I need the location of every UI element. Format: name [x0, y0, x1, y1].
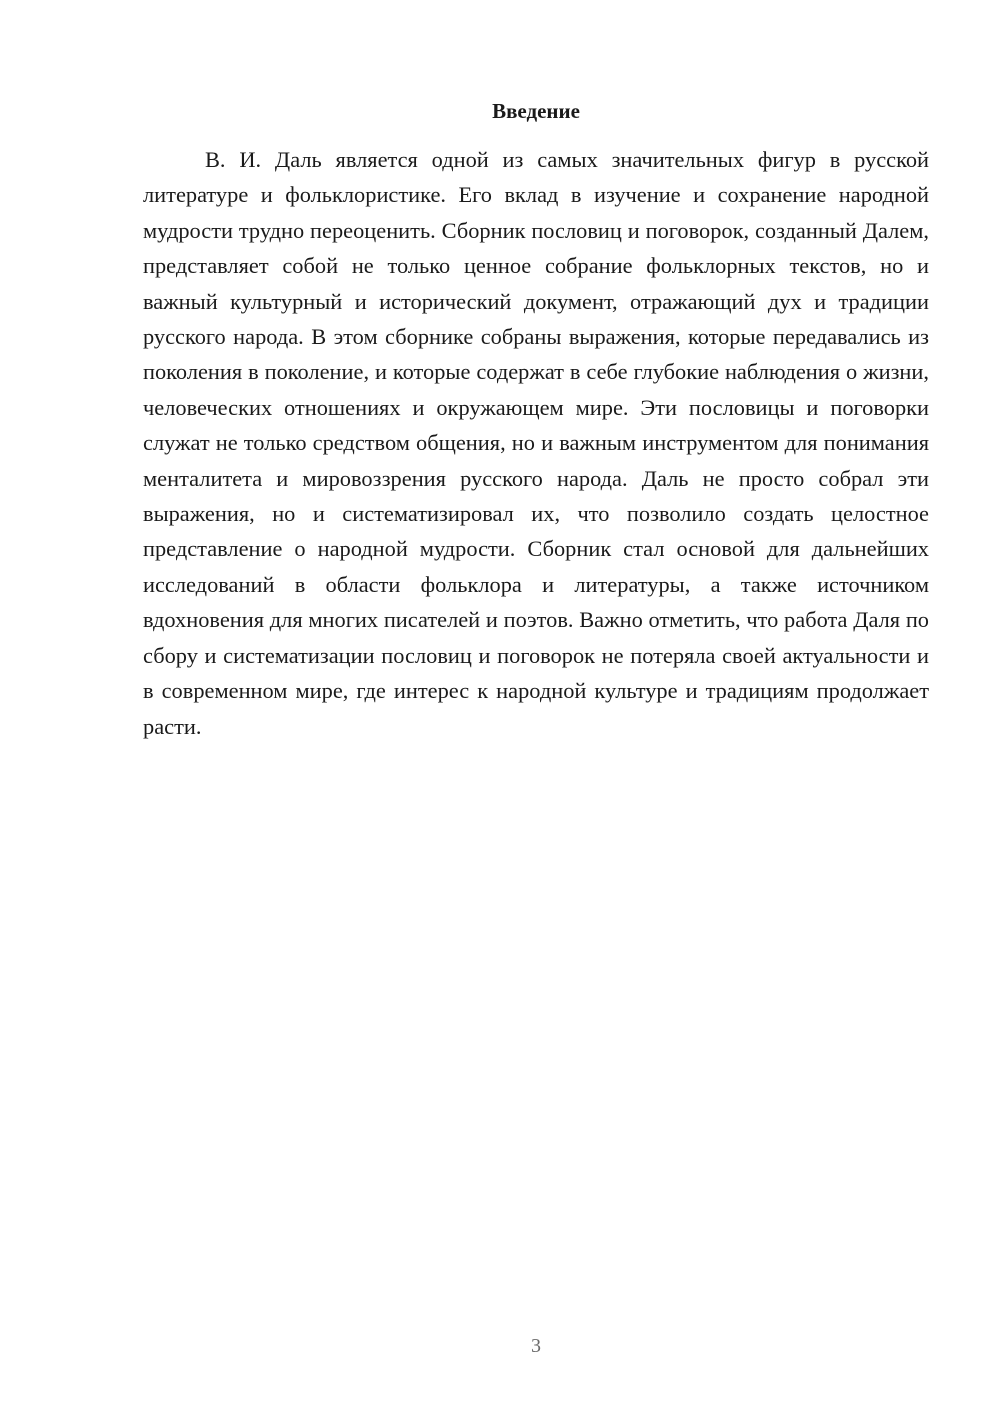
- section-heading: Введение: [492, 99, 580, 123]
- page-number: 3: [531, 1335, 541, 1357]
- body-paragraph: В. И. Даль является одной из самых значительных фигур в русской литературе и фольклористике. Его вклад в изучение и сохранение народной мудрости трудно переоценить. Сборник пословиц и поговорок, созданный Далем, представляет собой не только ценное собрание фольклорных текстов, но и важный культурный и исторический документ, отражающий дух и традиции русского народа. В этом сборнике собраны выражения, которые передавались из поколения в поколение, и которые содержат в себе глубокие наблюдения о жизни, человеческих отношениях и окружающем мире. Эти пословицы и поговорки служат не только средством общения, но и важным инструментом для понимания менталитета и мировоззрения русского народа. Даль не просто собрал эти выражения, но и систематизировал их, что позволило создать целостное представление о народной мудрости. Сборник стал основой для дальнейших исследований в области фольклора и литературы, а также источником вдохновения для многих писателей и поэтов. Важно отметить, что работа Даля по сбору и систематизации пословиц и поговорок не потеряла своей актуальности и в современном мире, где интерес к народной культуре и традициям продолжает расти.: [143, 147, 929, 739]
